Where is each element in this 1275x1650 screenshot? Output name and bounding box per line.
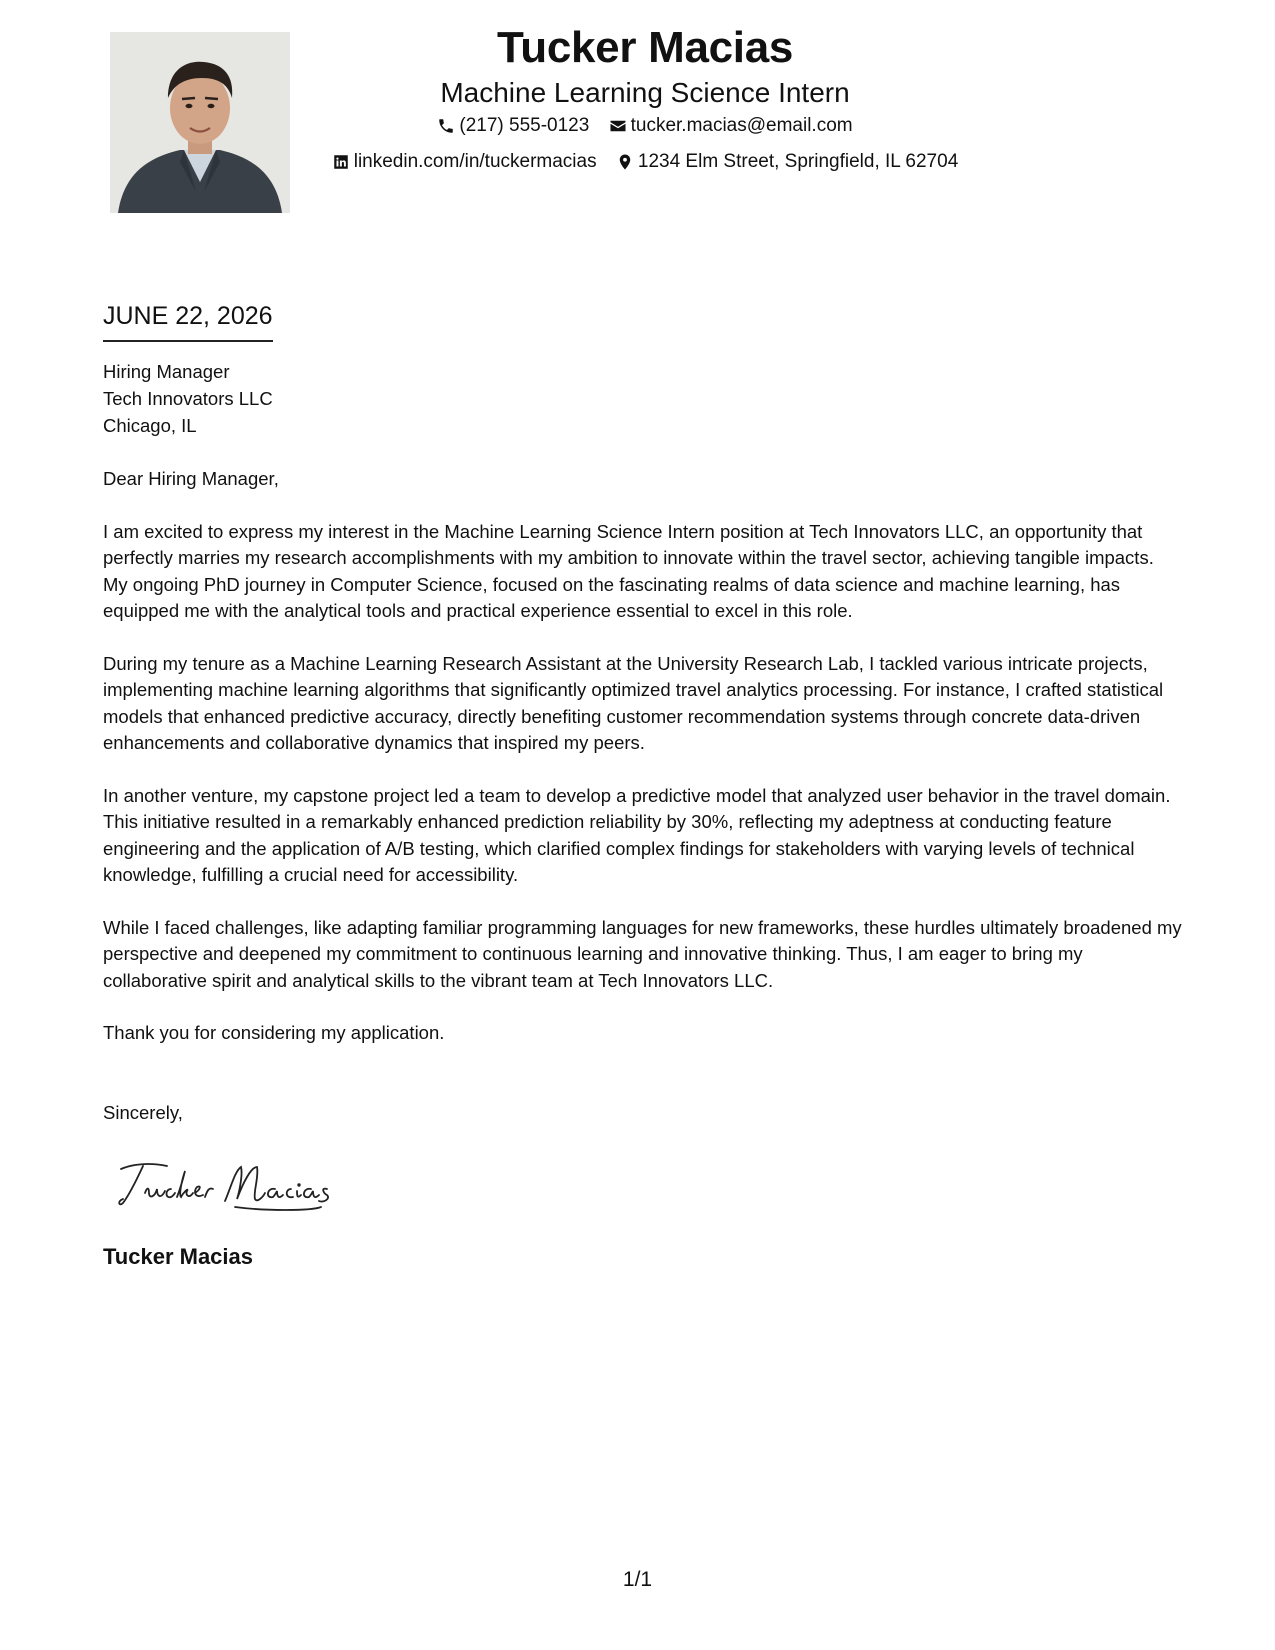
closing: Sincerely,: [103, 1102, 183, 1123]
letter-header: [300, 20, 990, 182]
recipient-location: Chicago, IL: [103, 415, 197, 436]
handwritten-signature: [115, 1157, 355, 1215]
envelope-icon: [609, 117, 627, 135]
letter-date: JUNE 22, 2026: [103, 298, 273, 342]
profile-photo: [110, 32, 290, 213]
address-contact: [616, 146, 958, 178]
phone-contact: [437, 110, 589, 142]
recipient-company: Tech Innovators LLC: [103, 388, 273, 409]
linkedin-icon: [332, 153, 350, 171]
body-paragraph: During my tenure as a Machine Learning Research Assistant at the University Research Lab, I tackled various intricate projects, implementing machine learning algorithms that significantly optimized travel analytics processing. For instance, I crafted statistical models that enhanced predictive accuracy, directly benefiting customer recommendation systems through concrete data-driven enhancements and collaborative dynamics that inspired my peers.: [103, 652, 1164, 753]
contact-row-2: [300, 146, 990, 182]
applicant-name: Tucker Macias: [496, 23, 794, 72]
body-paragraph: While I faced challenges, like adapting familiar programming languages for new frameworks, these hurdles ultimately broadened my perspective and deepened my commitment to continuous learning and innovative thinking. Thus, I am eager to bring my collaborative spirit and analytical skills to the vibrant team at Tech Innovators LLC.: [103, 916, 1182, 991]
job-title: Machine Learning Science Intern: [440, 77, 850, 108]
email-contact: [609, 110, 853, 142]
signed-name: Tucker Macias: [103, 1244, 254, 1269]
map-pin-icon: [616, 153, 634, 171]
salutation: Dear Hiring Manager,: [103, 468, 279, 489]
page-number: 1/1: [622, 1568, 653, 1591]
contact-row-1: [300, 110, 990, 146]
phone-text: (217) 555-0123: [459, 115, 590, 136]
address-text: 1234 Elm Street, Springfield, IL 62704: [637, 151, 959, 172]
body-paragraph: In another venture, my capstone project led a team to develop a predictive model that analyzed user behavior in the travel domain. This initiative resulted in a remarkably enhanced prediction reliability by 30%, reflecting my adeptness at conducting feature engineering and the application of A/B testing, which clarified complex findings for stakeholders with varying levels of technical knowledge, fulfilling a crucial need for accessibility.: [103, 784, 1171, 885]
phone-icon: [437, 117, 455, 135]
letter-body: [103, 466, 1183, 1073]
linkedin-contact: [332, 146, 597, 178]
recipient-title: Hiring Manager: [103, 361, 230, 382]
recipient-block: [103, 358, 273, 439]
body-paragraph: I am excited to express my interest in the Machine Learning Science Intern position at Tech Innovators LLC, an opportunity that perfectly marries my research accomplishments with my ambition to innovate within the travel sector, achieving tangible impacts. My ongoing PhD journey in Computer Science, focused on the fascinating realms of data science and machine learning, has equipped me with the analytical tools and practical experience essential to excel in this role.: [103, 520, 1154, 621]
linkedin-text: linkedin.com/in/tuckermacias: [353, 151, 597, 172]
body-paragraph: Thank you for considering my application.: [103, 1022, 445, 1043]
email-text: tucker.macias@email.com: [630, 115, 853, 136]
